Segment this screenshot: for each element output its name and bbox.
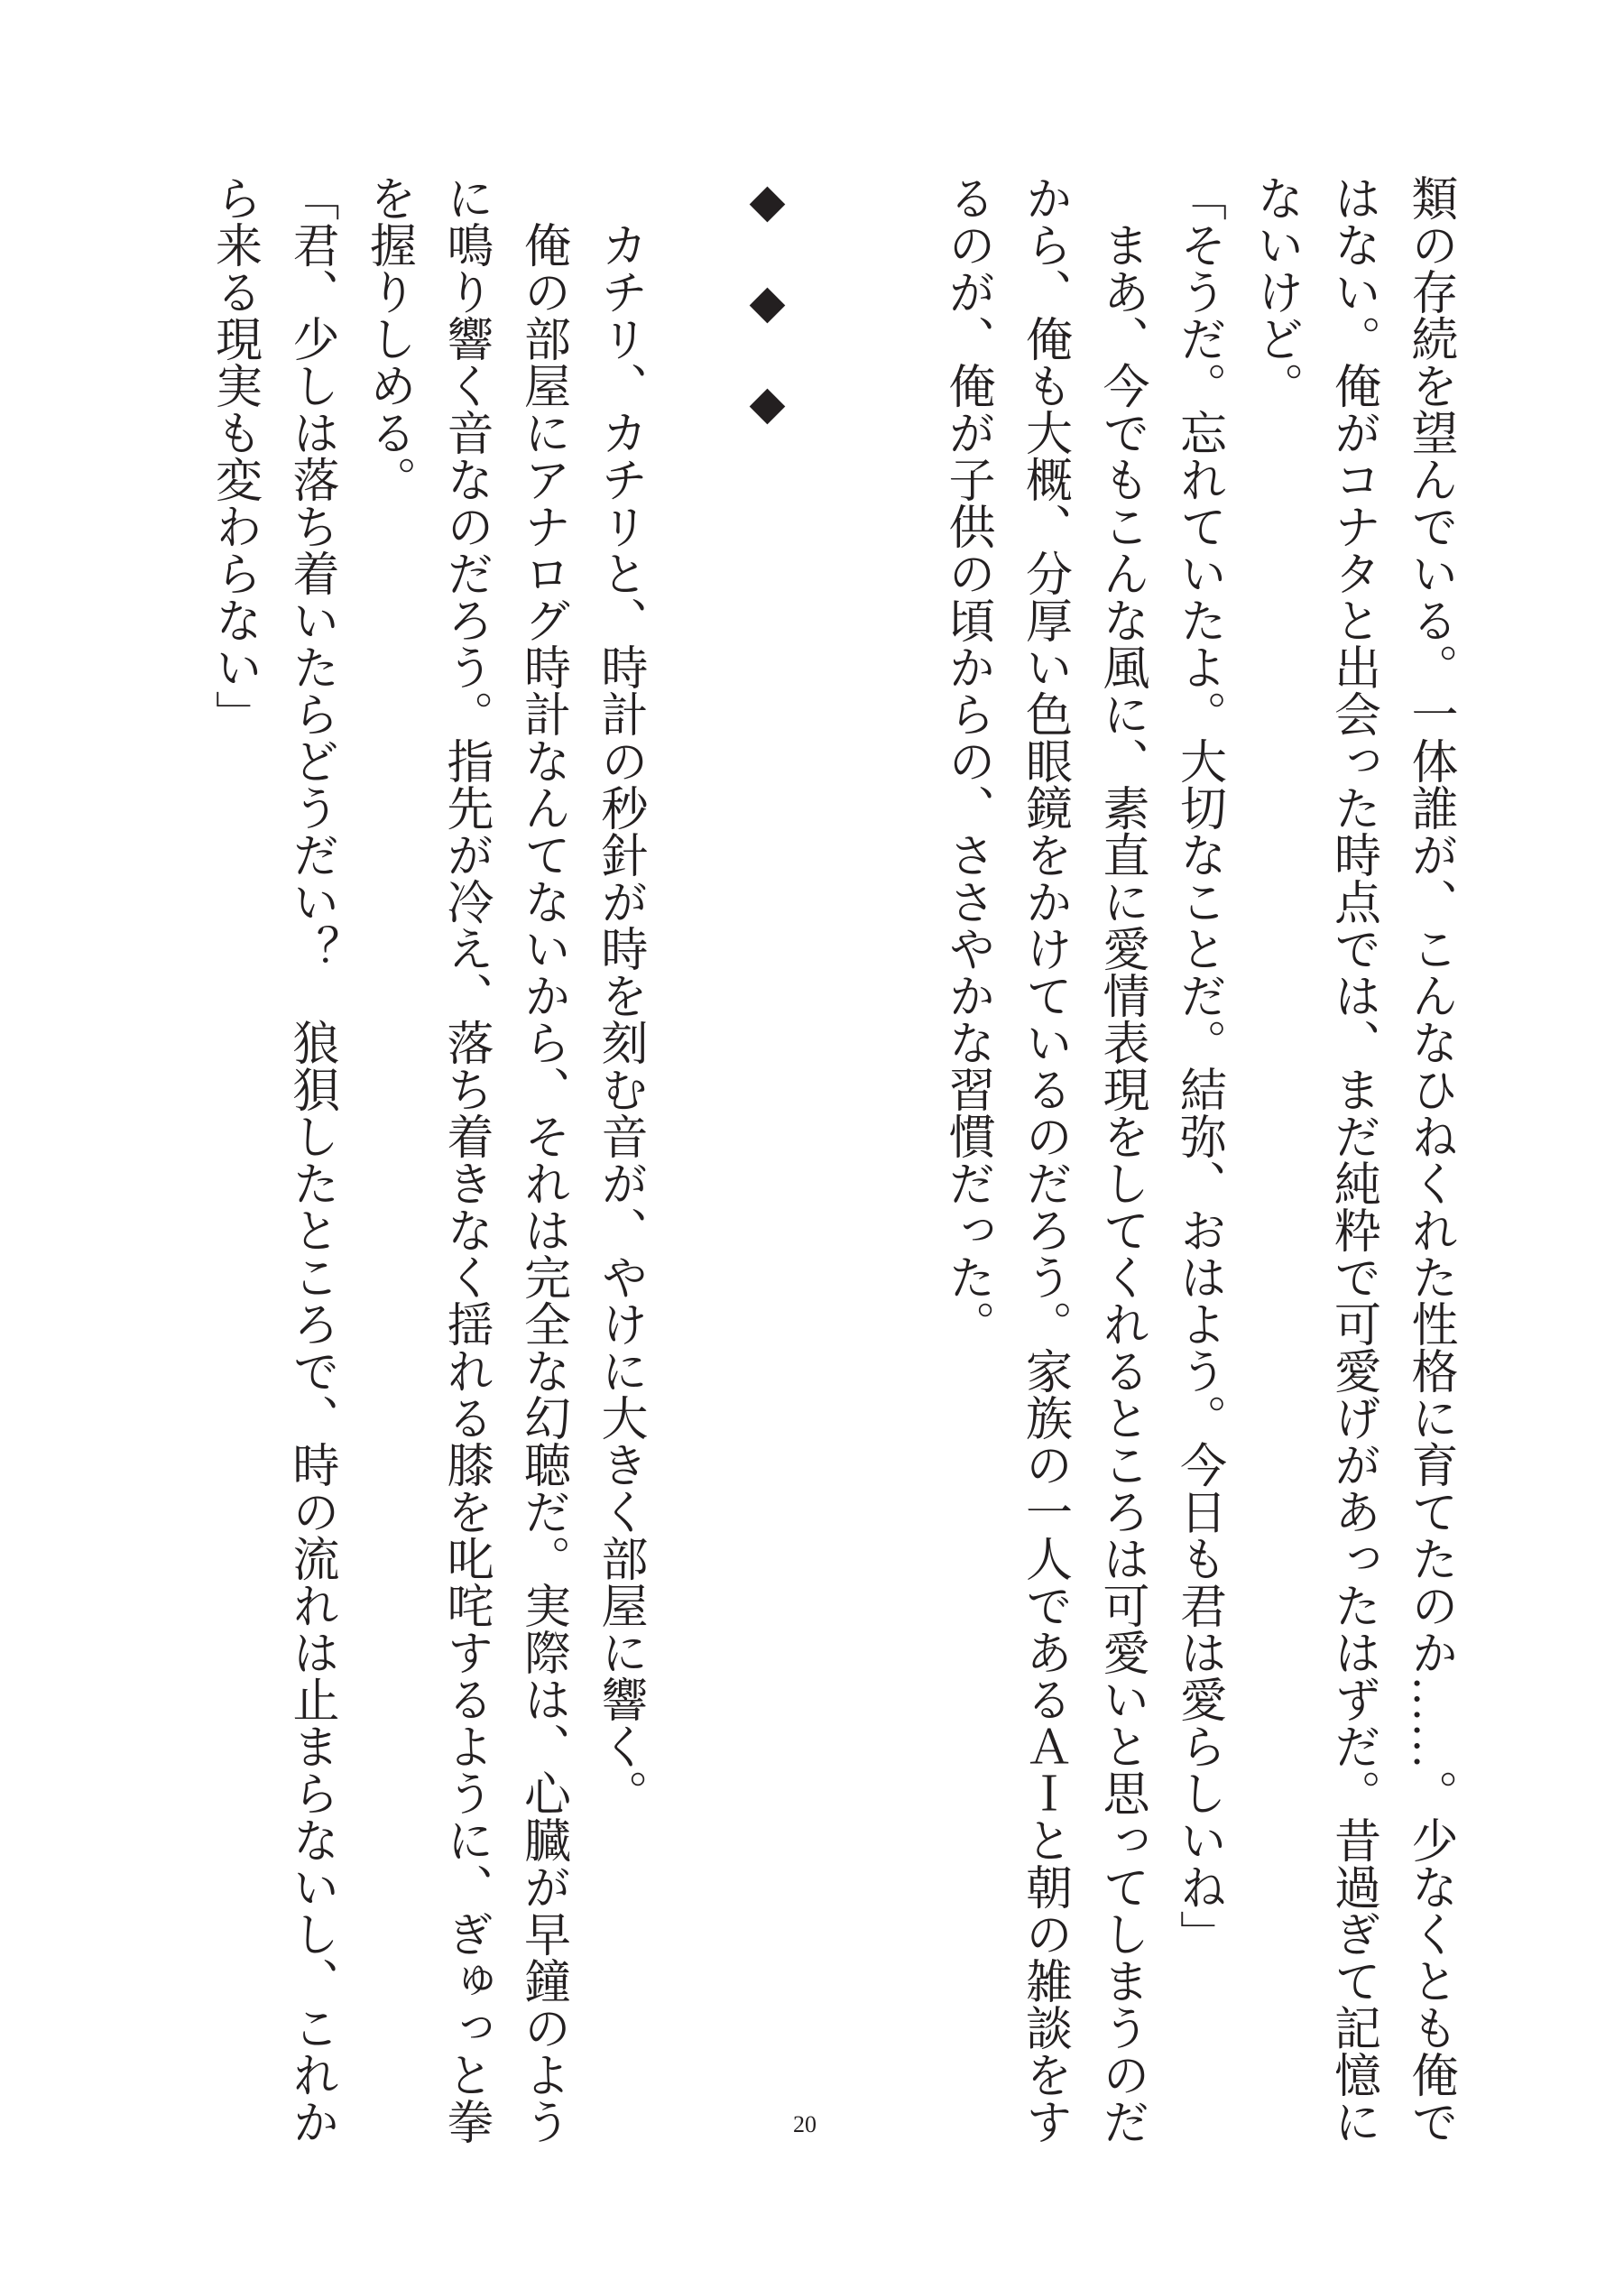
text-line: るのが、俺が子供の頃からの、ささやかな習慣だった。 (941, 174, 992, 1347)
text-line: 俺の部屋にアナログ時計なんてないから、それは完全な幻聴だ。実際は、心臓が早鐘のよう (516, 174, 568, 2145)
dialogue-line: ら来る現実も変わらない」 (208, 174, 260, 737)
page-number: 20 (793, 2111, 817, 2137)
section-break: ◆ ◆ ◆ (741, 174, 793, 430)
text-line: から、俺も大概、分厚い色眼鏡をかけているのだろう。家族の一人であるＡＩと朝の雑談をす (1018, 174, 1070, 2145)
body-text (195, 174, 1468, 2177)
text-line: を握りしめる。 (362, 174, 414, 503)
dialogue-line: 「君、少しは落ち着いたらどうだい？ 狼狽したところで、時の流れは止まらないし、これか (285, 174, 337, 2145)
dialogue-line: 「そうだ。忘れていたよ。大切なことだ。結弥、おはよう。今日も君は愛らしいね」 (1172, 174, 1224, 1957)
text-line: はない。俺がコナタと出会った時点では、まだ純粋で可愛げがあったはずだ。昔過ぎて記憶に (1326, 174, 1379, 2145)
text-line: に鳴り響く音なのだろう。指先が冷え、落ち着きなく揺れる膝を叱咤するように、ぎゅっと拳 (439, 174, 491, 2145)
text-line: 類の存続を望んでいる。一体誰が、こんなひねくれた性格に育てたのか……。少なくとも俺で (1404, 174, 1455, 2145)
text-line: カチリ、カチリと、時計の秒針が時を刻む音が、やけに大きく部屋に響く。 (594, 174, 645, 1816)
text-line: まあ、今でもこんな風に、素直に愛情表現をしてくれるところは可愛いと思ってしまうのだ (1095, 174, 1147, 2145)
text-line: ないけど。 (1250, 174, 1301, 409)
